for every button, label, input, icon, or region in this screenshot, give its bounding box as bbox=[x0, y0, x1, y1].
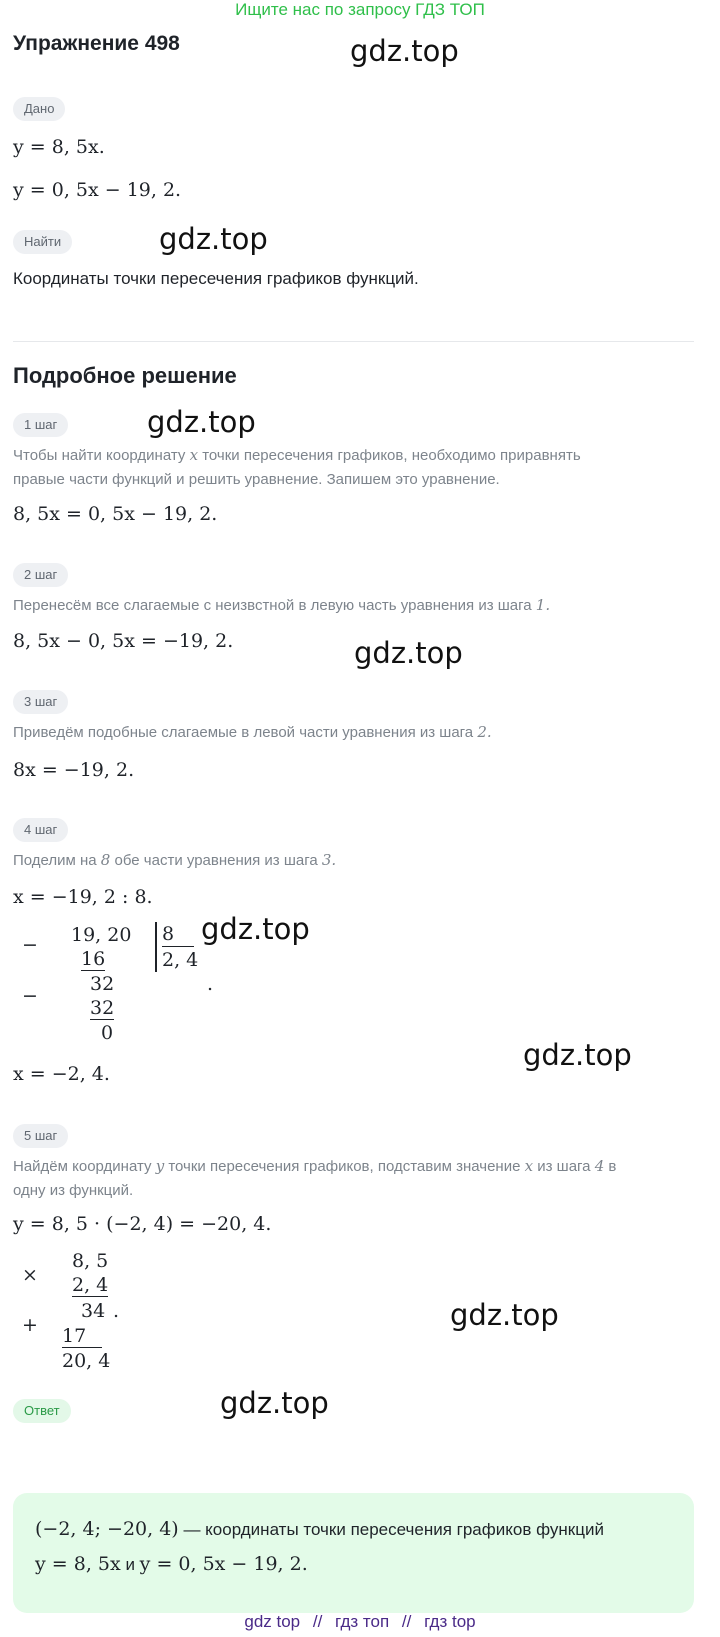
solution-title: Подробное решение bbox=[13, 363, 237, 388]
step-1-chip: 1 шаг bbox=[13, 413, 68, 437]
step-1-equation: 8, 5x = 0, 5x − 19, 2. bbox=[13, 503, 218, 525]
find-chip: Найти bbox=[13, 230, 72, 254]
watermark: gdz.top bbox=[201, 912, 310, 946]
watermark: gdz.top bbox=[147, 405, 256, 439]
footer-separator: // bbox=[401, 1612, 412, 1631]
division-dividend: 19, 20 bbox=[71, 924, 132, 946]
watermark: gdz.top bbox=[354, 636, 463, 670]
watermark: gdz.top bbox=[220, 1386, 329, 1420]
mult-factor-a: 8, 5 bbox=[72, 1250, 109, 1272]
step-4-hint: Поделим на 8 обе части уравнения из шага 3. bbox=[13, 851, 337, 869]
division-bar bbox=[155, 922, 157, 972]
find-text: Координаты точки пересечения графиков функций. bbox=[13, 269, 419, 288]
watermark: gdz.top bbox=[523, 1038, 632, 1072]
step-3-chip: 3 шаг bbox=[13, 690, 68, 714]
answer-line-1: (−2, 4; −20, 4) — координаты точки пересечения графиков функций bbox=[35, 1518, 604, 1540]
step-5-hint: Найдём координату y точки пересечения графиков, подставим значение x из шага 4 в одну из функций. bbox=[13, 1157, 617, 1199]
step-2-chip: 2 шаг bbox=[13, 563, 68, 587]
mult-times: × bbox=[22, 1264, 38, 1286]
step-5-equation: y = 8, 5 · (−2, 4) = −20, 4. bbox=[13, 1213, 272, 1235]
step-2-hint: Перенесём все слагаемые с неизвстной в левую часть уравнения из шага 1. bbox=[13, 596, 551, 614]
footer-links bbox=[0, 1612, 720, 1632]
mult-plus: + bbox=[22, 1314, 38, 1336]
footer-separator: // bbox=[312, 1612, 323, 1631]
step-3-equation: 8x = −19, 2. bbox=[13, 759, 135, 781]
divider bbox=[13, 341, 694, 342]
step-3-hint: Приведём подобные слагаемые в левой части уравнения из шага 2. bbox=[13, 723, 492, 741]
watermark: gdz.top bbox=[450, 1298, 559, 1332]
mult-factor-b: 2, 4 bbox=[72, 1274, 109, 1296]
given-chip: Дано bbox=[13, 97, 65, 121]
step-2-equation: 8, 5x − 0, 5x = −19, 2. bbox=[13, 630, 234, 652]
division-minus-1: − bbox=[22, 934, 38, 956]
page-title: Упражнение 498 bbox=[13, 32, 180, 55]
answer-line-2: y = 8, 5x и y = 0, 5x − 19, 2. bbox=[35, 1553, 308, 1575]
answer-box bbox=[13, 1493, 694, 1613]
footer-link-gdz-top-mixed[interactable]: гдз top bbox=[424, 1612, 476, 1631]
mult-partial-1: 34 bbox=[81, 1300, 106, 1322]
step-5-chip: 5 шаг bbox=[13, 1124, 68, 1148]
mult-partial-2: 17 bbox=[62, 1325, 102, 1348]
division-remainder-1: 32 bbox=[90, 973, 115, 995]
division-divisor: 8 bbox=[162, 922, 194, 947]
watermark: gdz.top bbox=[159, 222, 268, 256]
mult-dot: . bbox=[113, 1300, 120, 1322]
step-4-chip: 4 шаг bbox=[13, 818, 68, 842]
answer-chip: Ответ bbox=[13, 1399, 71, 1423]
given-equation-1: y = 8, 5x. bbox=[13, 136, 105, 158]
division-quotient: 2, 4 bbox=[162, 949, 199, 971]
division-subtrahend-1: 16 bbox=[81, 948, 106, 970]
footer-link-gdz-top[interactable]: gdz top bbox=[244, 1612, 301, 1631]
division-dot: . bbox=[207, 973, 214, 995]
watermark: gdz.top bbox=[350, 34, 459, 68]
step-1-hint: Чтобы найти координату x точки пересечения графиков, необходимо приравнять правые части функций и решить уравнение. Запишем это уравнение. bbox=[13, 446, 581, 488]
footer-link-gdz-top-ru[interactable]: гдз топ bbox=[335, 1612, 390, 1631]
mult-total: 20, 4 bbox=[62, 1350, 111, 1372]
top-banner: Ищите нас по запросу ГДЗ ТОП bbox=[235, 0, 485, 19]
division-minus-2: − bbox=[22, 985, 38, 1007]
step-4-equation: x = −19, 2 : 8. bbox=[13, 886, 153, 908]
division-remainder-2: 0 bbox=[101, 1022, 114, 1044]
division-subtrahend-2: 32 bbox=[90, 997, 115, 1019]
step-4-result: x = −2, 4. bbox=[13, 1063, 110, 1085]
given-equation-2: y = 0, 5x − 19, 2. bbox=[13, 179, 182, 201]
